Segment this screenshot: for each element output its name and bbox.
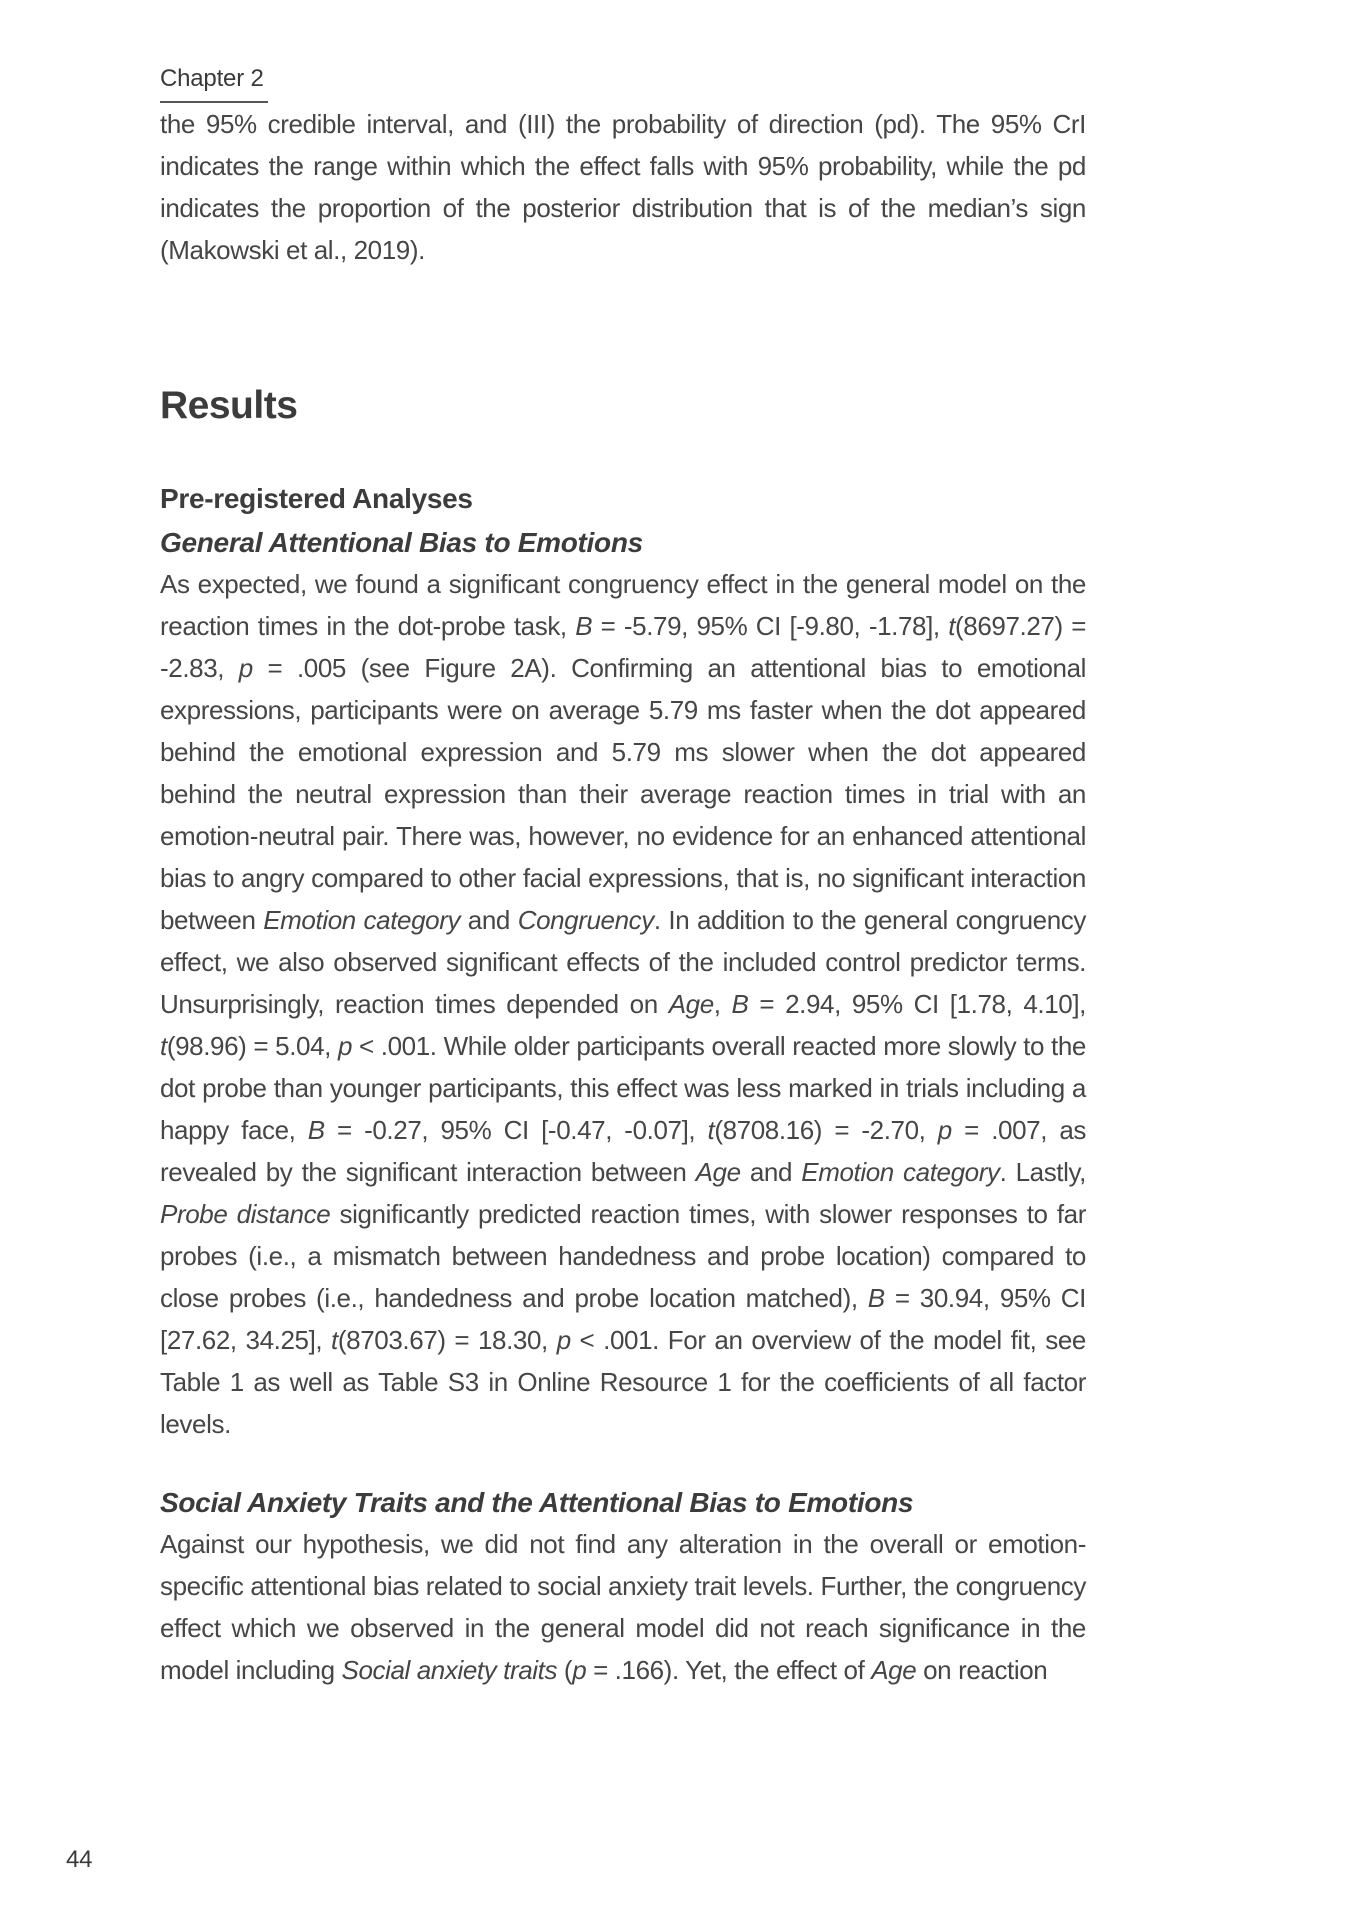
preregistered-analyses-heading: Pre-registered Analyses — [160, 483, 473, 514]
page-number: 44 — [66, 1846, 93, 1873]
general-attentional-bias-paragraph: As expected, we found a significant congruency effect in the general model on the reaction times in the dot-probe task, B = -5.79, 95% CI [-9.80, -1.78], t(8697.27) = -2.83, p = .005 (see Figure 2A). Confirming an attentional bias to emotional expressions, participants were on average 5.79 ms faster when the dot appeared behind the emotional expression and 5.79 ms slower when the dot appeared behind the neutral expression than their average reaction times in trial with an emotion-neutral pair. There was, however, no evidence for an enhanced attentional bias to angry compared to other facial expressions, that is, no significant interaction between Emotion category and Congruency. In addition to the general congruency effect, we also observed significant effects of the included control predictor terms. Unsurprisingly, reaction times depended on Age, B = 2.94, 95% CI [1.78, 4.10], t(98.96) = 5.04, p < .001. While older participants overall reacted more slowly to the dot probe than younger participants, this effect was less marked in trials including a happy face, B = -0.27, 95% CI [-0.47, -0.07], t(8708.16) = -2.70, p = .007, as revealed by the significant interaction between Age and Emotion category. Lastly, Probe distance significantly predicted reaction times, with slower responses to far probes (i.e., a mismatch between handedness and probe location) compared to close probes (i.e., handedness and probe location matched), B = 30.94, 95% CI [27.62, 34.25], t(8703.67) = 18.30, p < .001. For an overview of the model fit, see Table 1 as well as Table S3 in Online Resource 1 for the coefficients of all factor levels. — [160, 569, 1087, 1439]
social-anxiety-traits-heading: Social Anxiety Traits and the Attentional Bias to Emotions — [160, 1487, 914, 1518]
chapter-running-header: Chapter 2 — [160, 64, 268, 103]
results-section-heading: Results — [160, 384, 298, 427]
intro-paragraph: the 95% credible interval, and (III) the probability of direction (pd). The 95% CrI indicates the range within which the effect falls with 95% probability, while the pd indicates the proportion of the posterior distribution that is of the median’s sign (Makowski et al., 2019). — [160, 109, 1086, 265]
social-anxiety-traits-paragraph: Against our hypothesis, we did not find any alteration in the overall or emotion-specific attentional bias related to social anxiety trait levels. Further, the congruency effect which we observed in the general model did not reach significance in the model including Social anxiety traits (p = .166). Yet, the effect of Age on reaction — [160, 1529, 1086, 1685]
text-column — [160, 0, 1086, 1691]
general-attentional-bias-heading: General Attentional Bias to Emotions — [160, 527, 643, 558]
